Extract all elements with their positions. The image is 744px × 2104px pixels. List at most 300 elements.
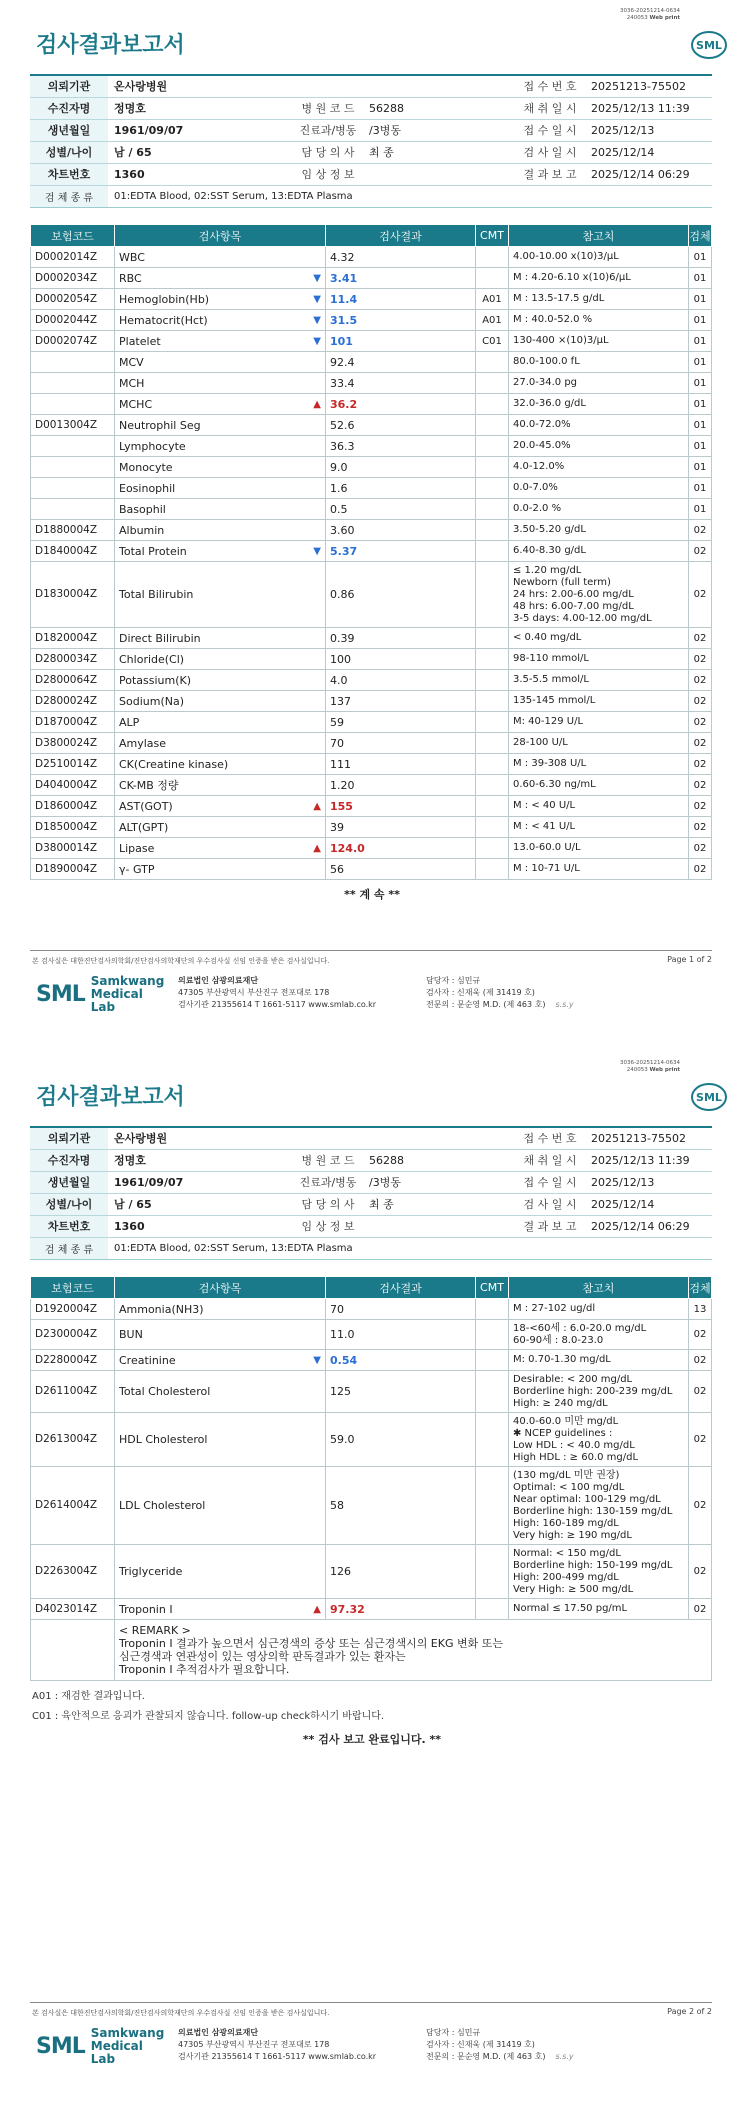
table-row: [31, 817, 712, 838]
signature-icon: s.s.y: [555, 2052, 574, 2061]
label-exam-date: 검 사 일 시: [515, 141, 585, 163]
table-row: [31, 1545, 712, 1599]
reference-range: 27.0-34.0 pg: [509, 373, 689, 394]
test-result: 0.39: [326, 628, 476, 649]
comment-code: [476, 1371, 509, 1413]
specimen-code: 02: [689, 1545, 712, 1599]
specimen-code: 02: [689, 649, 712, 670]
footer-cert: 본 검사실은 대한진단검사의학회/진단검사의학재단의 우수검사실 신임 인증을 받은 검사실입니다.: [32, 957, 330, 965]
insurance-code: D4023014Z: [31, 1599, 115, 1620]
test-result: 101: [326, 331, 476, 352]
test-item-label: Triglyceride: [119, 1565, 183, 1578]
specimen-code: 01: [689, 415, 712, 436]
test-item-label: Total Bilirubin: [119, 588, 194, 601]
table-row: [31, 628, 712, 649]
reference-range: < 0.40 mg/dL: [509, 628, 689, 649]
chart-no: 1360: [108, 163, 293, 185]
comment-code: [476, 1545, 509, 1599]
low-flag-icon: ▼: [313, 545, 321, 557]
label-chart: 차트번호: [30, 1215, 108, 1237]
test-item: [115, 1350, 326, 1371]
hospital-name: 온사랑병원: [108, 75, 515, 97]
table-row: [31, 775, 712, 796]
reference-range: M : 13.5-17.5 g/dL: [509, 289, 689, 310]
specimen-code: 01: [689, 457, 712, 478]
test-item: [115, 628, 326, 649]
high-flag-icon: ▲: [313, 800, 321, 812]
table-row: [31, 457, 712, 478]
reference-range: 18-<60세 : 6.0-20.0 mg/dL 60-90세 : 8.0-23.0: [509, 1320, 689, 1350]
test-item-label: AST(GOT): [119, 799, 173, 813]
sex-age: 남 / 65: [108, 141, 293, 163]
table-row: [31, 520, 712, 541]
test-result: 125: [326, 1371, 476, 1413]
test-item: [115, 838, 326, 859]
insurance-code: D1920004Z: [31, 1299, 115, 1320]
test-result: 4.32: [326, 247, 476, 268]
reference-range: M: 40-129 U/L: [509, 712, 689, 733]
specimen-code: 01: [689, 499, 712, 520]
comment-code: [476, 838, 509, 859]
insurance-code: D0002074Z: [31, 331, 115, 352]
dept-ward: /3병동: [363, 1171, 515, 1193]
reference-range: M: 0.70-1.30 mg/dL: [509, 1350, 689, 1371]
table-row: [31, 1371, 712, 1413]
reference-range: 80.0-100.0 fL: [509, 352, 689, 373]
specimen-code: 01: [689, 268, 712, 289]
specimen-code: 02: [689, 754, 712, 775]
test-result: 3.41: [326, 268, 476, 289]
insurance-code: D1850004Z: [31, 817, 115, 838]
test-item: [115, 712, 326, 733]
sml-logo-icon: [690, 30, 728, 60]
test-item: [115, 331, 326, 352]
footer-divider: [30, 2002, 712, 2003]
reported-time: 2025/12/14 06:29: [585, 1215, 712, 1237]
test-item: [115, 415, 326, 436]
comment-code: [476, 1299, 509, 1320]
test-item: [115, 1545, 326, 1599]
label-clinical: 임 상 정 보: [293, 163, 363, 185]
insurance-code: [31, 499, 115, 520]
test-item: [115, 520, 326, 541]
reference-range: 3.50-5.20 g/dL: [509, 520, 689, 541]
test-result: 52.6: [326, 415, 476, 436]
specimen-code: 01: [689, 289, 712, 310]
insurance-code: D1860004Z: [31, 796, 115, 817]
test-item: [115, 1371, 326, 1413]
test-item: [115, 310, 326, 331]
specimen-types: 01:EDTA Blood, 02:SST Serum, 13:EDTA Plasma: [108, 185, 712, 207]
results-table-page-2: [30, 1276, 712, 1681]
footer-address: 의료법인 삼광의료재단 47305 부산광역시 부산진구 전포대로 178 검사기관 21355614 T 1661-5117 www.smlab.co.kr: [178, 976, 377, 1009]
label-doctor: 담 당 의 사: [293, 141, 363, 163]
table-row: [31, 796, 712, 817]
reference-range: (130 mg/dL 미만 권장) Optimal: < 100 mg/dL Near optimal: 100-129 mg/dL Borderline high: 130-159 mg/dL High: 160-189 mg/dL Very high: ≥ 190 mg/dL: [509, 1467, 689, 1545]
label-name: 수진자명: [30, 1149, 108, 1171]
specimen-code: 01: [689, 310, 712, 331]
label-birth: 생년월일: [30, 119, 108, 141]
test-result: 33.4: [326, 373, 476, 394]
test-item: [115, 754, 326, 775]
specimen-code: 02: [689, 1320, 712, 1350]
test-item-label: Creatinine: [119, 1353, 176, 1367]
chart-no: 1360: [108, 1215, 293, 1237]
insurance-code: D2800034Z: [31, 649, 115, 670]
insurance-code: D2510014Z: [31, 754, 115, 775]
test-item-label: Hemoglobin(Hb): [119, 292, 210, 306]
test-item-label: Neutrophil Seg: [119, 418, 201, 432]
insurance-code: D2614004Z: [31, 1467, 115, 1545]
comment-code: [476, 733, 509, 754]
comment-code: A01: [476, 289, 509, 310]
test-result: 124.0: [326, 838, 476, 859]
test-result: 97.32: [326, 1599, 476, 1620]
comment-code: [476, 541, 509, 562]
test-item: [115, 670, 326, 691]
specimen-code: 02: [689, 670, 712, 691]
test-result: 126: [326, 1545, 476, 1599]
reference-range: 28-100 U/L: [509, 733, 689, 754]
col-code: 보험코드: [31, 1277, 115, 1299]
comment-code: [476, 1467, 509, 1545]
test-result: 1.6: [326, 478, 476, 499]
table-row: [31, 436, 712, 457]
specimen-code: 02: [689, 1467, 712, 1545]
comment-code: [476, 520, 509, 541]
report-complete-note: ** 검사 보고 완료입니다. **: [302, 1733, 442, 1746]
label-name: 수진자명: [30, 97, 108, 119]
exam-date: 2025/12/14: [585, 141, 712, 163]
test-item-label: Hematocrit(Hct): [119, 313, 208, 327]
test-item-label: MCV: [119, 355, 144, 369]
table-row: [31, 649, 712, 670]
note-a01: A01 : 재검한 결과입니다.: [32, 1691, 145, 1702]
patient-name: 정명호: [108, 1149, 293, 1171]
test-item-label: Amylase: [119, 736, 167, 750]
table-row: [31, 562, 712, 628]
reference-range: 135-145 mmol/L: [509, 691, 689, 712]
insurance-code: [31, 394, 115, 415]
reference-range: ≤ 1.20 mg/dL Newborn (full term) 24 hrs: 2.00-6.00 mg/dL 48 hrs: 6.00-7.00 mg/dL 3-5 days: 4.00-12.00 mg/dL: [509, 562, 689, 628]
footer-cert: 본 검사실은 대한진단검사의학회/진단검사의학재단의 우수검사실 신임 인증을 받은 검사실입니다.: [32, 2009, 330, 2017]
insurance-code: D1830004Z: [31, 562, 115, 628]
table-row: [31, 331, 712, 352]
reference-range: M : 4.20-6.10 x(10)6/µL: [509, 268, 689, 289]
test-item-label: ALP: [119, 715, 140, 729]
test-item: [115, 562, 326, 628]
comment-code: [476, 352, 509, 373]
col-cmt: CMT: [476, 1277, 509, 1299]
specimen-code: 02: [689, 691, 712, 712]
test-item: [115, 775, 326, 796]
birth-date: 1961/09/07: [108, 119, 293, 141]
insurance-code: [31, 436, 115, 457]
specimen-code: 02: [689, 775, 712, 796]
insurance-code: D3800014Z: [31, 838, 115, 859]
print-info: 3036-20251214-0634 240053 Web print: [620, 1060, 680, 1073]
sml-logo-icon: SML: [36, 2033, 85, 2059]
table-row: [31, 415, 712, 436]
insurance-code: D2263004Z: [31, 1545, 115, 1599]
specimen-code: 02: [689, 1350, 712, 1371]
test-item-label: MCHC: [119, 397, 153, 411]
test-item: [115, 1320, 326, 1350]
reference-range: 130-400 ×(10)3/µL: [509, 331, 689, 352]
comment-code: [476, 415, 509, 436]
test-result: 39: [326, 817, 476, 838]
reference-range: 4.0-12.0%: [509, 457, 689, 478]
exam-date: 2025/12/14: [585, 1193, 712, 1215]
reference-range: 20.0-45.0%: [509, 436, 689, 457]
reference-range: 0.0-2.0 %: [509, 499, 689, 520]
label-reported: 결 과 보 고: [515, 1215, 585, 1237]
comment-code: [476, 268, 509, 289]
doctor-name: 최 종: [363, 141, 515, 163]
test-result: 11.4: [326, 289, 476, 310]
reference-range: 4.00-10.00 x(10)3/µL: [509, 247, 689, 268]
specimen-code: 02: [689, 1371, 712, 1413]
comment-code: [476, 859, 509, 880]
insurance-code: [31, 457, 115, 478]
insurance-code: [31, 478, 115, 499]
label-chart: 차트번호: [30, 163, 108, 185]
test-result: 1.20: [326, 775, 476, 796]
col-specimen: 검체: [689, 1277, 712, 1299]
specimen-types: 01:EDTA Blood, 02:SST Serum, 13:EDTA Plasma: [108, 1237, 712, 1259]
table-row: [31, 541, 712, 562]
comment-code: [476, 373, 509, 394]
reference-range: 0.60-6.30 ng/mL: [509, 775, 689, 796]
test-item-label: LDL Cholesterol: [119, 1499, 206, 1512]
col-code: 보험코드: [31, 225, 115, 247]
reference-range: Desirable: < 200 mg/dL Borderline high: 200-239 mg/dL High: ≥ 240 mg/dL: [509, 1371, 689, 1413]
insurance-code: D3800024Z: [31, 733, 115, 754]
report-title: 검사결과보고서: [36, 1085, 185, 1110]
reference-range: Normal: < 150 mg/dL Borderline high: 150-199 mg/dL High: 200-499 mg/dL Very High: ≥ 500 mg/dL: [509, 1545, 689, 1599]
comment-code: [476, 628, 509, 649]
comment-code: [476, 478, 509, 499]
remark-row: [31, 1620, 712, 1681]
label-receipt: 접 수 번 호: [515, 1127, 585, 1149]
table-row: [31, 499, 712, 520]
test-item-label: CK-MB 정량: [119, 778, 179, 792]
low-flag-icon: ▼: [313, 272, 321, 284]
sml-logo-icon: [690, 1082, 728, 1112]
test-item-label: RBC: [119, 271, 142, 285]
specimen-code: 01: [689, 394, 712, 415]
reference-range: M : < 41 U/L: [509, 817, 689, 838]
comment-code: [476, 817, 509, 838]
label-hospital: 의뢰기관: [30, 75, 108, 97]
samkwang-logo: SML Samkwang Medical Lab: [36, 2025, 165, 2066]
remark-text: < REMARK > Troponin I 결과가 높으면서 심근경색의 증상 또는 심근경색시의 EKG 변화 또는 심근경색과 연관성이 있는 영상의학 판독결과가 있는 환자는 Troponin I 추적검사가 필요합니다.: [115, 1620, 712, 1681]
test-item-label: γ- GTP: [119, 862, 155, 876]
receipt-no: 20251213-75502: [585, 1127, 712, 1149]
specimen-code: 02: [689, 838, 712, 859]
comment-code: [476, 436, 509, 457]
test-item: [115, 1299, 326, 1320]
test-result: 56: [326, 859, 476, 880]
footer-staff: 담당자 : 심민규 검사자 : 신재욱 (제 31419 호) 전문의 : 문순영 M.D. (제 463 호) s.s.y: [426, 976, 574, 1009]
comment-code: [476, 1350, 509, 1371]
label-birth: 생년월일: [30, 1171, 108, 1193]
specimen-code: 02: [689, 733, 712, 754]
reference-range: 40.0-72.0%: [509, 415, 689, 436]
high-flag-icon: ▲: [313, 1603, 321, 1615]
test-item: [115, 649, 326, 670]
col-result: 검사결과: [326, 1277, 476, 1299]
table-row: [31, 373, 712, 394]
reference-range: M : 10-71 U/L: [509, 859, 689, 880]
test-result: 36.2: [326, 394, 476, 415]
test-result: 0.54: [326, 1350, 476, 1371]
specimen-code: 13: [689, 1299, 712, 1320]
test-result: 11.0: [326, 1320, 476, 1350]
continue-note: ** 계 속 **: [344, 888, 400, 901]
table-row: [31, 478, 712, 499]
test-item: [115, 436, 326, 457]
signature-icon: s.s.y: [555, 1000, 574, 1009]
test-result: 5.37: [326, 541, 476, 562]
reference-range: M : 27-102 ug/dl: [509, 1299, 689, 1320]
col-specimen: 검체: [689, 225, 712, 247]
test-item: [115, 859, 326, 880]
insurance-code: D1840004Z: [31, 541, 115, 562]
specimen-code: 02: [689, 628, 712, 649]
sml-logo-icon: SML: [36, 981, 85, 1007]
test-item-label: MCH: [119, 376, 145, 390]
insurance-code: D0013004Z: [31, 415, 115, 436]
insurance-code: D2280004Z: [31, 1350, 115, 1371]
insurance-code: D0002054Z: [31, 289, 115, 310]
comment-code: [476, 670, 509, 691]
clinical-info: [363, 1215, 515, 1237]
reference-range: M : 39-308 U/L: [509, 754, 689, 775]
label-received: 접 수 일 시: [515, 119, 585, 141]
test-item: [115, 247, 326, 268]
reference-range: 32.0-36.0 g/dL: [509, 394, 689, 415]
reference-range: 13.0-60.0 U/L: [509, 838, 689, 859]
page-number: Page 2 of 2: [667, 2007, 712, 2016]
test-result: 58: [326, 1467, 476, 1545]
test-result: 3.60: [326, 520, 476, 541]
table-row: [31, 1413, 712, 1467]
footer-staff: 담당자 : 심민규 검사자 : 신재욱 (제 31419 호) 전문의 : 문순영 M.D. (제 463 호) s.s.y: [426, 2028, 574, 2061]
low-flag-icon: ▼: [313, 293, 321, 305]
test-item-label: Lymphocyte: [119, 439, 186, 453]
test-result: 4.0: [326, 670, 476, 691]
specimen-code: 02: [689, 520, 712, 541]
footer-address: 의료법인 삼광의료재단 47305 부산광역시 부산진구 전포대로 178 검사기관 21355614 T 1661-5117 www.smlab.co.kr: [178, 2028, 377, 2061]
specimen-code: 01: [689, 436, 712, 457]
specimen-code: 01: [689, 352, 712, 373]
low-flag-icon: ▼: [313, 314, 321, 326]
specimen-code: 01: [689, 247, 712, 268]
test-item-label: Total Cholesterol: [119, 1385, 211, 1398]
table-row: [31, 670, 712, 691]
insurance-code: D2800064Z: [31, 670, 115, 691]
samkwang-logo: SML Samkwang Medical Lab: [36, 973, 165, 1014]
report-title: 검사결과보고서: [36, 33, 185, 58]
receipt-no: 20251213-75502: [585, 75, 712, 97]
low-flag-icon: ▼: [313, 1354, 321, 1366]
reference-range: 3.5-5.5 mmol/L: [509, 670, 689, 691]
specimen-code: 02: [689, 1599, 712, 1620]
comment-code: [476, 499, 509, 520]
test-result: 137: [326, 691, 476, 712]
col-cmt: CMT: [476, 225, 509, 247]
test-item-label: BUN: [119, 1328, 143, 1341]
col-item: 검사항목: [115, 225, 326, 247]
test-result: 70: [326, 1299, 476, 1320]
comment-code: [476, 649, 509, 670]
test-result: 36.3: [326, 436, 476, 457]
test-item: [115, 268, 326, 289]
test-item-label: Platelet: [119, 334, 161, 348]
test-item-label: Lipase: [119, 841, 155, 855]
insurance-code: D2611004Z: [31, 1371, 115, 1413]
hospital-code: 56288: [363, 1149, 515, 1171]
insurance-code: D1820004Z: [31, 628, 115, 649]
test-result: 59.0: [326, 1413, 476, 1467]
label-reported: 결 과 보 고: [515, 163, 585, 185]
reference-range: 0.0-7.0%: [509, 478, 689, 499]
comment-code: [476, 691, 509, 712]
label-exam-date: 검 사 일 시: [515, 1193, 585, 1215]
test-result: 9.0: [326, 457, 476, 478]
specimen-code: 01: [689, 478, 712, 499]
test-item: [115, 478, 326, 499]
test-item: [115, 541, 326, 562]
table-row: [31, 1299, 712, 1320]
insurance-code: D1890004Z: [31, 859, 115, 880]
label-sex-age: 성별/나이: [30, 141, 108, 163]
table-row: [31, 1599, 712, 1620]
insurance-code: D0002034Z: [31, 268, 115, 289]
reported-time: 2025/12/14 06:29: [585, 163, 712, 185]
test-result: 70: [326, 733, 476, 754]
table-row: [31, 691, 712, 712]
test-item: [115, 691, 326, 712]
footer-divider: [30, 950, 712, 951]
comment-code: [476, 775, 509, 796]
insurance-code: D1880004Z: [31, 520, 115, 541]
label-specimen: 검 체 종 류: [30, 1237, 108, 1259]
comment-code: [476, 712, 509, 733]
comment-code: [476, 394, 509, 415]
label-specimen: 검 체 종 류: [30, 185, 108, 207]
test-item: [115, 1413, 326, 1467]
label-hospital-code: 병 원 코 드: [293, 1149, 363, 1171]
insurance-code: [31, 373, 115, 394]
note-c01: C01 : 육안적으로 응괴가 관찰되지 않습니다. follow-up check하시기 바랍니다.: [32, 1711, 385, 1722]
test-item-label: Direct Bilirubin: [119, 631, 201, 645]
test-item-label: CK(Creatine kinase): [119, 757, 229, 771]
test-result: 31.5: [326, 310, 476, 331]
col-ref: 참고치: [509, 225, 689, 247]
reference-range: 98-110 mmol/L: [509, 649, 689, 670]
test-result: 0.5: [326, 499, 476, 520]
patient-info-table: [30, 74, 712, 208]
report-page-2: [0, 1052, 744, 2104]
collected-time: 2025/12/13 11:39: [585, 1149, 712, 1171]
reference-range: Normal ≤ 17.50 pg/mL: [509, 1599, 689, 1620]
test-item: [115, 289, 326, 310]
birth-date: 1961/09/07: [108, 1171, 293, 1193]
specimen-code: 02: [689, 541, 712, 562]
specimen-code: 02: [689, 1413, 712, 1467]
